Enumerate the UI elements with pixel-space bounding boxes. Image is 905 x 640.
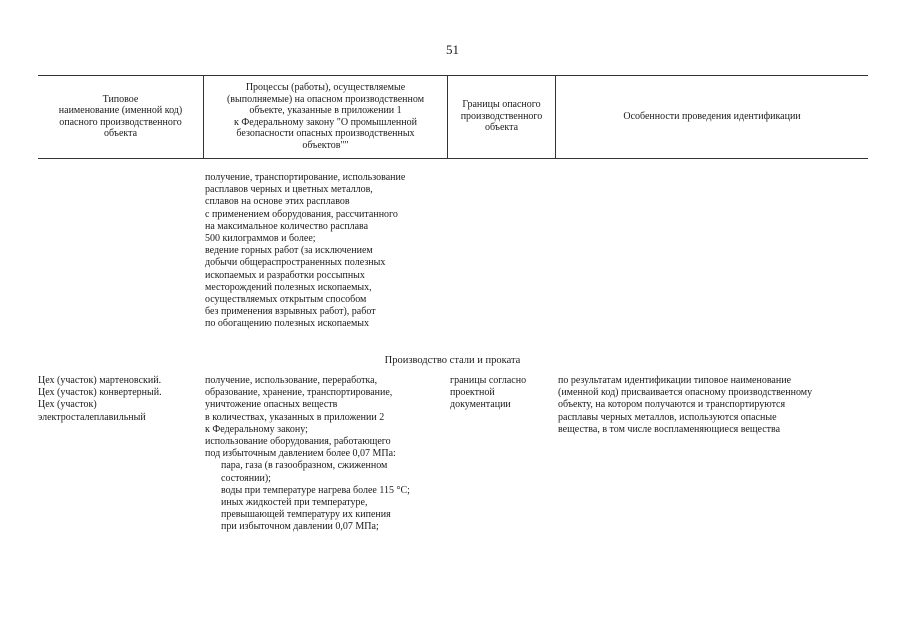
process-line: получение, использование, переработка, <box>205 375 378 386</box>
table-header-bottom-rule <box>38 158 868 159</box>
continuation-processes: получение, транспортирование, использование расплавов черных и цветных металлов, сплавов на основе этих расплавов с применением оборудования, рассчитанного на максимальное количество расплава 500 килограммов и более; ведение горных работ (за исключением добычи общераспространенных полезных ископаемых и разработки россыпных месторождений полезных ископаемых, осуществляемых открытым способом без применения взрывных работ), работ по обогащению полезных ископаемых <box>205 172 406 330</box>
page-number: 51 <box>446 42 459 57</box>
process-line: иных жидкостей при температуре, <box>221 497 368 509</box>
header-boundaries <box>448 75 555 158</box>
process-line: превышающей температуру их кипения <box>221 509 391 521</box>
process-line: при избыточном давлении 0,07 МПа; <box>221 521 379 533</box>
process-line: в количествах, указанных в приложении 2 <box>205 411 385 423</box>
identification-cell: по результатам идентификации типовое наименование (именной код) присваивается опасному производственному объекту, на котором получаются и транспортируются расплавы черных металлов, используются опасные вещества, в том числе воспламеняющиеся вещества <box>558 375 813 435</box>
header-identification <box>556 75 868 158</box>
process-line: под избыточным давлением более 0,07 МПа: <box>205 448 396 460</box>
process-line: воды при температуре нагрева более 115 °С; <box>221 484 410 496</box>
header-identification-text: Особенности проведения идентификации <box>623 110 801 122</box>
header-boundaries-text: Границы опасного производственного объекта <box>460 99 543 134</box>
process-line: к Федеральному закону; <box>205 423 308 435</box>
boundaries-cell: границы согласно проектной документации <box>450 375 527 411</box>
header-object-name <box>38 75 203 158</box>
object-name-cell: Цех (участок) мартеновский. Цех (участок) конвертерный. Цех (участок) электросталеплавильный <box>38 375 162 423</box>
process-line: уничтожение опасных веществ <box>205 399 338 411</box>
process-line: пара, газа (в газообразном, сжиженном <box>221 460 388 472</box>
process-line: использование оборудования, работающего <box>205 436 391 448</box>
header-processes <box>204 75 447 158</box>
process-line: образование, хранение, транспортирование, <box>205 387 393 399</box>
processes-cell <box>205 375 410 534</box>
header-object-name-text: Типовое наименование (именной код) опасного производственного объекта <box>58 93 183 139</box>
process-line: состоянии); <box>221 472 271 484</box>
section-title: Производство стали и проката <box>384 355 521 366</box>
header-processes-text: Процессы (работы), осуществляемые (выполняемые) на опасном производственном объекте, указанные в приложении 1 к Федеральному закону "О промышленной безопасности опасных производственных объектов"" <box>226 82 425 151</box>
